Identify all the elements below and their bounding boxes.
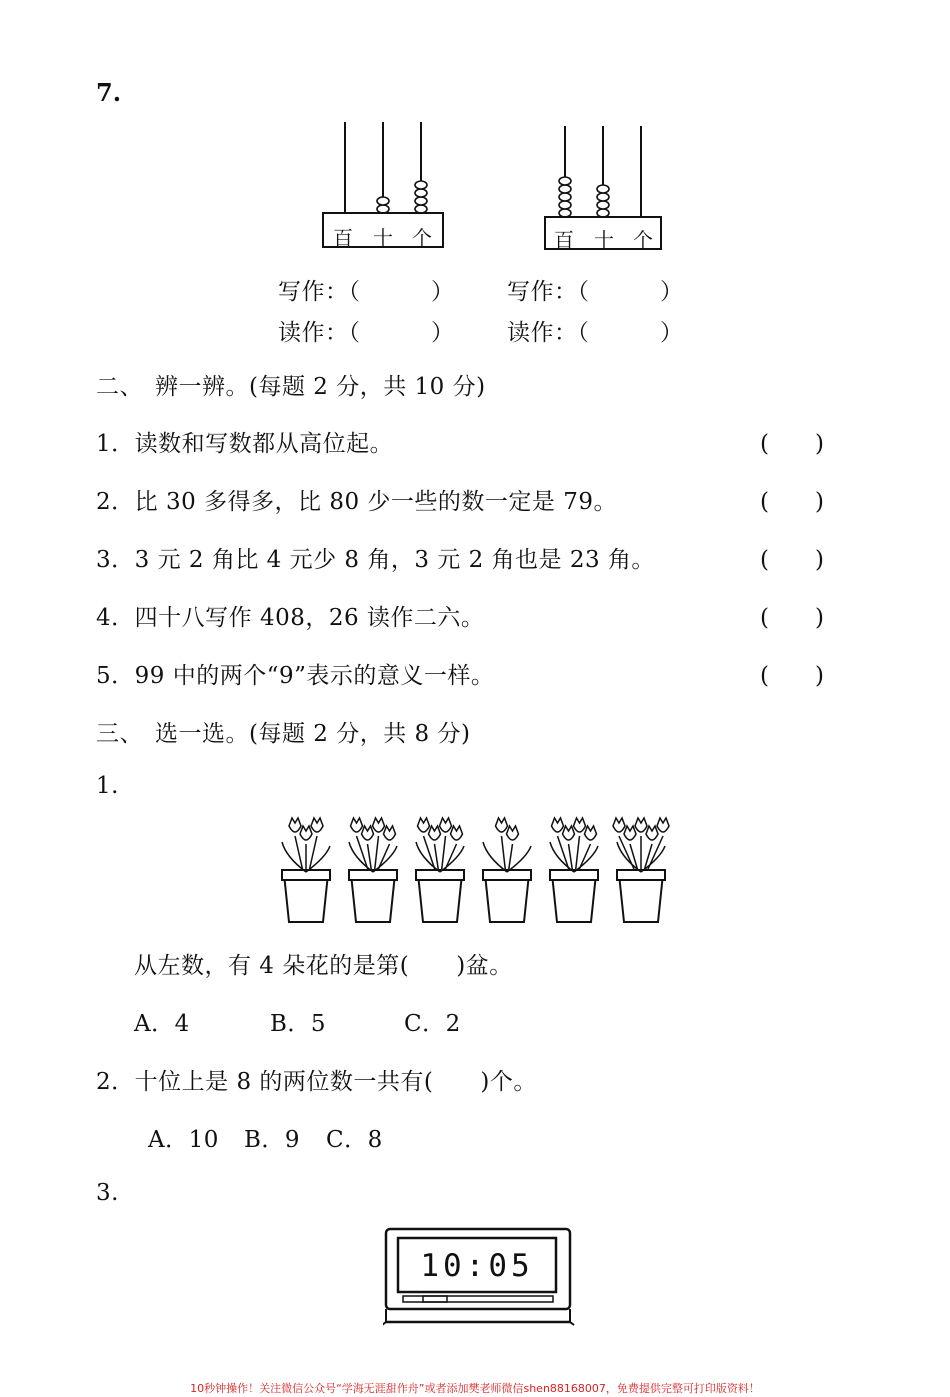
abacus-2-beads <box>559 177 609 217</box>
abacus-1-bead <box>415 197 427 205</box>
tulip-flower <box>289 818 301 832</box>
choice-1-option-a[interactable]: A．4 <box>134 1011 190 1037</box>
abacus-1-bead <box>415 189 427 197</box>
judge-answer-1[interactable]: ( ) <box>760 431 824 457</box>
abacus-1-bead <box>377 205 389 213</box>
tulip-flower <box>613 818 625 832</box>
abacus-2-write-blank[interactable]: 写作：（ ） <box>507 279 684 305</box>
judge-answer-5[interactable]: ( ) <box>760 663 824 689</box>
abacus-1-bead <box>377 197 389 205</box>
tulip-flower <box>440 818 452 832</box>
abacus-2-bead <box>597 201 609 209</box>
choice-3-number: 3. <box>96 1180 119 1206</box>
tulip-flower <box>574 818 586 832</box>
section-2-title: 二、 辨一辨。(每题 2 分，共 10 分) <box>96 374 486 400</box>
tulip-flower <box>311 818 323 832</box>
abacus-2-bead <box>559 177 571 185</box>
abacus-1-write-blank[interactable]: 写作：（ ） <box>278 279 455 305</box>
abacus-1-label-hundreds: 百 <box>333 226 353 250</box>
tulip-flower <box>552 818 564 832</box>
abacus-2-bead <box>559 209 571 217</box>
abacus-1-read-blank[interactable]: 读作：（ ） <box>278 320 455 346</box>
question-7-number: 7. <box>96 78 122 107</box>
judge-item-5: 5．99 中的两个“9”表示的意义一样。 <box>96 663 495 689</box>
section-3-title: 三、 选一选。(每题 2 分，共 8 分) <box>96 721 471 747</box>
judge-answer-3[interactable]: ( ) <box>760 547 824 573</box>
abacus-2-bead <box>559 193 571 201</box>
choice-1-question: 从左数，有 4 朵花的是第( )盆。 <box>134 953 513 979</box>
tulip-flower <box>300 826 312 840</box>
flower-pot-6 <box>613 818 669 922</box>
tulip-flower <box>351 818 363 832</box>
tulip-flower <box>585 826 597 840</box>
flower-pot-5 <box>550 818 598 922</box>
abacus-2-label-hundreds: 百 <box>554 228 574 252</box>
judge-item-4: 4．四十八写作 408，26 读作二六。 <box>96 605 485 631</box>
abacus-2-bead <box>597 209 609 217</box>
flower-pot-3 <box>416 818 464 922</box>
abacus-1-bead <box>415 205 427 213</box>
tulip-flower <box>451 826 463 840</box>
choice-2-question: 2．十位上是 8 的两位数一共有( )个。 <box>96 1069 537 1095</box>
abacus-2-bead <box>559 185 571 193</box>
choice-1-option-b[interactable]: B．5 <box>270 1011 327 1037</box>
abacus-1-label-ones: 个 <box>412 226 432 250</box>
abacus-2-label-ones: 个 <box>633 228 653 252</box>
tulip-flower <box>635 818 647 832</box>
choice-2-option-b[interactable]: B．9 <box>244 1127 301 1153</box>
abacus-1-bead <box>415 181 427 189</box>
tulip-flower <box>496 818 508 832</box>
tulip-flower <box>563 826 575 840</box>
flower-pot-2 <box>349 818 397 922</box>
judge-item-3: 3．3 元 2 角比 4 元少 8 角，3 元 2 角也是 23 角。 <box>96 547 655 573</box>
abacus-2-bead <box>559 201 571 209</box>
abacus-2-bead <box>597 193 609 201</box>
flower-pots-illustration <box>270 812 690 930</box>
judge-item-2: 2．比 30 多得多，比 80 少一些的数一定是 79。 <box>96 489 617 515</box>
abacus-1-label-tens: 十 <box>373 226 393 250</box>
choice-2-option-a[interactable]: A．10 <box>148 1127 219 1153</box>
abacus-1-beads <box>377 181 427 213</box>
tulip-flower <box>362 826 374 840</box>
abacus-2-label-tens: 十 <box>594 228 614 252</box>
tulip-flower <box>646 826 658 840</box>
clock-time-readout: 10:05 <box>420 1248 534 1284</box>
tulip-flower <box>624 826 636 840</box>
choice-1-number: 1. <box>96 773 119 799</box>
judge-answer-2[interactable]: ( ) <box>760 489 824 515</box>
tulip-flower <box>429 826 441 840</box>
tulip-flower <box>373 818 385 832</box>
tulip-flower <box>507 826 519 840</box>
footer-notice: 10秒钟操作！关注微信公众号“学海无涯甜作舟”或者添加樊老师微信shen88168007，免费提供完整可打印版资料！ <box>190 1382 760 1395</box>
tulip-flower <box>657 818 669 832</box>
abacus-2-bead <box>597 185 609 193</box>
flower-pot-4 <box>483 818 531 922</box>
abacus-2-read-blank[interactable]: 读作：（ ） <box>507 320 684 346</box>
judge-answer-4[interactable]: ( ) <box>760 605 824 631</box>
tulip-flower <box>384 826 396 840</box>
flower-pot-1 <box>282 818 330 922</box>
choice-1-option-c[interactable]: C．2 <box>404 1011 461 1037</box>
judge-item-1: 1．读数和写数都从高位起。 <box>96 431 394 457</box>
choice-2-option-c[interactable]: C．8 <box>326 1127 383 1153</box>
tulip-flower <box>418 818 430 832</box>
digital-clock <box>383 1226 575 1326</box>
